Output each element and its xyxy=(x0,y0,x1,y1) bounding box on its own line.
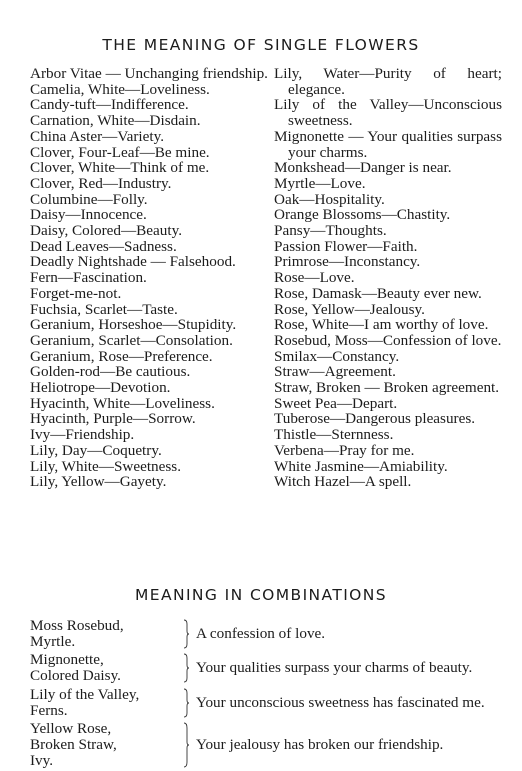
combination-flowers xyxy=(30,652,180,683)
flower-entry: Oak—Hospitality. xyxy=(274,190,385,208)
combination-meaning xyxy=(192,721,502,768)
combination-row xyxy=(30,687,502,718)
combinations-list xyxy=(30,618,502,771)
flower-entry: Pansy—Thoughts. xyxy=(274,222,387,240)
flower-entry: Fern—Fascination. xyxy=(30,269,147,287)
combination-flowers xyxy=(30,618,180,649)
flower-entry: Clover, White—Think of me. xyxy=(30,159,210,177)
flower-entry: Rose, White—I am worthy of love. xyxy=(274,316,489,334)
flower-entry: Golden-rod—Be cautious. xyxy=(30,363,191,381)
section-title: MEANING IN COMBINATIONS xyxy=(134,586,388,604)
flower-entry: Smilax—Constancy. xyxy=(274,347,400,365)
flower-entry: Lily, White—Sweetness. xyxy=(30,457,182,475)
flower-entry: Columbine—Folly. xyxy=(30,190,148,208)
flower-entry: Geranium, Horseshoe—Stupidity. xyxy=(30,316,237,334)
flower-entry: Straw, Broken — Broken agreement. xyxy=(274,379,500,397)
meaning-text: A confession of love. xyxy=(196,624,326,642)
flower-entry: Clover, Four-Leaf—Be mine. xyxy=(30,143,210,161)
flower-entry: Rose, Damask—Beauty ever new. xyxy=(274,284,482,302)
right-column xyxy=(274,66,502,490)
flower-entry: Dead Leaves—Sadness. xyxy=(30,237,177,255)
flower-entry: Hyacinth, White—Loveliness. xyxy=(30,394,215,412)
meaning-text: Your unconscious sweetness has fascinated me. xyxy=(196,693,485,711)
combination-meaning xyxy=(192,687,502,718)
meaning-text: Your qualities surpass your charms of beauty. xyxy=(196,659,473,677)
brace-icon xyxy=(180,618,192,649)
flower-name: Yellow Rose, xyxy=(30,720,112,738)
flower-entry: Candy-tuft—Indifference. xyxy=(30,96,189,114)
flower-entry: Myrtle—Love. xyxy=(274,174,366,192)
flower-entry: Heliotrope—Devotion. xyxy=(30,379,171,397)
flower-entry: Thistle—Sternness. xyxy=(274,426,394,444)
flower-entry: Tuberose—Dangerous pleasures. xyxy=(274,410,476,428)
flower-entry: Daisy, Colored—Beauty. xyxy=(30,222,182,240)
flower-entry: Straw—Agreement. xyxy=(274,363,396,381)
flower-name: Mignonette, xyxy=(30,651,104,669)
flower-entry: Geranium, Rose—Preference. xyxy=(30,347,213,365)
flower-entry: Monkshead—Danger is near. xyxy=(274,159,452,177)
flower-entry: Rosebud, Moss—Confession of love. xyxy=(274,331,502,349)
flower-entry: Deadly Nightshade — Falsehood. xyxy=(30,253,236,271)
meaning-text: Your jealousy has broken our friendship. xyxy=(196,735,444,753)
flower-entry: Lily, Yellow—Gayety. xyxy=(30,473,167,491)
flower-entry: Lily, Day—Coquetry. xyxy=(30,441,162,459)
flower-entry: Arbor Vitae — Unchanging friendship. xyxy=(30,65,268,82)
flower-name: Broken Straw, xyxy=(30,735,117,753)
combination-row xyxy=(30,652,502,683)
flower-entry: Rose, Yellow—Jealousy. xyxy=(274,300,425,318)
flower-entry: Camelia, White—Loveliness. xyxy=(30,80,210,98)
flower-entry: Lily, Water—Purity of heart; elegance. xyxy=(274,65,502,98)
flower-entry: Ivy—Friendship. xyxy=(30,426,135,444)
flower-entry: Rose—Love. xyxy=(274,269,355,287)
flower-entry: Geranium, Scarlet—Consolation. xyxy=(30,331,233,349)
flower-name: Lily of the Valley, xyxy=(30,685,140,703)
page-title: THE MEANING OF SINGLE FLOWERS xyxy=(102,36,420,54)
flower-entry: Witch Hazel—A spell. xyxy=(274,473,412,491)
flower-entry: Forget-me-not. xyxy=(30,284,122,302)
flower-name: Moss Rosebud, xyxy=(30,617,124,634)
brace-icon xyxy=(180,721,192,768)
flower-entry: Verbena—Pray for me. xyxy=(274,441,415,459)
flower-entry: Primrose—Inconstancy. xyxy=(274,253,421,271)
flower-entry: Passion Flower—Faith. xyxy=(274,237,418,255)
flower-name: Colored Daisy. xyxy=(30,667,121,685)
combination-flowers xyxy=(30,687,180,718)
flower-name: Ivy. xyxy=(30,751,54,769)
flower-entry: Daisy—Innocence. xyxy=(30,206,147,224)
left-column xyxy=(30,66,268,490)
flower-entry: Lily of the Valley—Unconscious sweetness. xyxy=(274,96,502,130)
flower-entry: Clover, Red—Industry. xyxy=(30,174,172,192)
flower-entry: Sweet Pea—Depart. xyxy=(274,394,398,412)
brace-icon xyxy=(180,652,192,683)
flower-entry: China Aster—Variety. xyxy=(30,127,164,145)
flower-entry: White Jasmine—Amiability. xyxy=(274,457,448,475)
flower-name: Ferns. xyxy=(30,701,68,719)
combination-row xyxy=(30,721,502,768)
flower-entry: Carnation, White—Disdain. xyxy=(30,112,201,130)
flower-entry: Fuchsia, Scarlet—Taste. xyxy=(30,300,178,318)
flower-entry: Hyacinth, Purple—Sorrow. xyxy=(30,410,196,428)
flower-name: Myrtle. xyxy=(30,632,76,650)
combination-meaning xyxy=(192,618,502,649)
brace-icon xyxy=(180,687,192,718)
flower-entry: Orange Blossoms—Chastity. xyxy=(274,206,451,224)
combination-row xyxy=(30,618,502,649)
combination-flowers xyxy=(30,721,180,768)
flower-entry: Mignonette — Your qualities surpass your charms. xyxy=(274,127,502,161)
combination-meaning xyxy=(192,652,502,683)
